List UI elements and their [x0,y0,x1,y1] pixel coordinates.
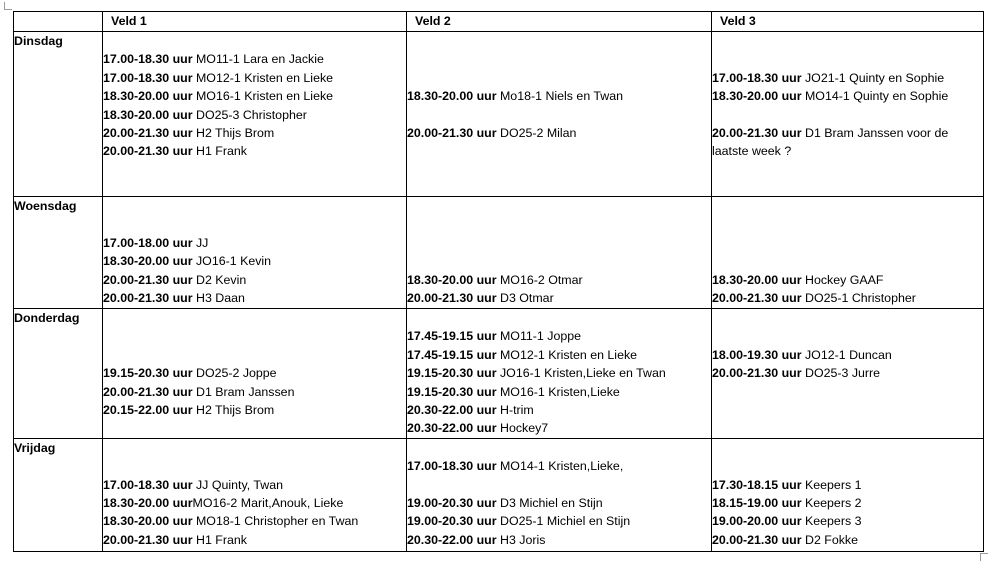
schedule-entry [712,252,983,270]
schedule-entry [407,401,711,419]
entry-team: JO21-1 Quinty en Sophie [801,70,945,85]
schedule-entry [103,364,406,382]
schedule-cell-veld2[interactable] [407,32,712,197]
entry-team: JO16-1 Kristen,Lieke en Twan [496,366,666,381]
entry-team: MO18-1 Christopher en Twan [192,514,359,529]
entry-time: 18.30-20.00 uur [407,89,497,104]
entry-time: 17.00-18.30 uur [103,70,193,85]
entry-time: 17.00-18.30 uur [712,70,802,85]
entry-team: H2 Thijs Brom [192,125,275,140]
entry-time: 20.00-21.30 uur [712,366,802,381]
header-veld-1[interactable]: Veld 1 [103,12,407,32]
schedule-row-donderdag [14,309,984,439]
entry-team: D3 Otmar [496,290,554,305]
schedule-entry [712,531,983,549]
entry-time: 18.30-20.00 uur [103,514,193,529]
schedule-entry [712,87,983,105]
schedule-entry [103,494,406,512]
entry-time: 18.15-19.00 uur [712,495,802,510]
day-label[interactable]: Dinsdag [14,32,103,197]
header-veld-2[interactable]: Veld 2 [407,12,712,32]
schedule-entry [407,50,711,68]
entry-team: DO25-3 Jurre [801,366,881,381]
schedule-entry [712,346,983,364]
entry-time: 20.00-21.30 uur [407,125,497,140]
entry-team: D3 Michiel en Stijn [496,495,603,510]
entry-time: 20.00-21.30 uur [103,144,193,159]
schedule-entry [712,215,983,233]
schedule-entry [103,87,406,105]
schedule-entry [103,531,406,549]
schedule-entry [103,439,406,457]
schedule-cell-veld3[interactable] [712,197,984,309]
schedule-cell-veld1[interactable] [103,438,407,551]
schedule-entry [407,124,711,142]
entry-time: 18.30-20.00 uur [103,495,193,510]
entry-team: MO12-1 Kristen en Lieke [192,70,334,85]
entry-team: JO16-1 Kevin [192,254,272,269]
header-day[interactable] [14,12,103,32]
schedule-entry [103,346,406,364]
schedule-entry [103,289,406,307]
entry-team: Keepers 1 [801,477,862,492]
entry-team: MO11-1 Lara en Jackie [192,52,324,67]
entry-time: 17.30-18.15 uur [712,477,802,492]
schedule-cell-veld1[interactable] [103,197,407,309]
schedule-entry [407,512,711,530]
schedule-entry [407,457,711,475]
schedule-entry [712,124,983,161]
schedule-entry [103,106,406,124]
schedule-entry [407,197,711,215]
schedule-entry [103,32,406,50]
schedule-entry [407,531,711,549]
schedule-entry [103,271,406,289]
schedule-entry [712,327,983,345]
entry-time: 18.30-20.00 uur [103,107,193,122]
schedule-entry [712,439,983,457]
schedule-entry [712,494,983,512]
schedule-entry [407,289,711,307]
entry-team: MO14-1 Kristen,Lieke, [496,459,624,474]
schedule-entry [407,439,711,457]
schedule-cell-veld3[interactable] [712,309,984,439]
entry-time: 18.30-20.00 uur [103,89,193,104]
entry-team: JO12-1 Duncan [801,347,892,362]
entry-time: 20.00-21.30 uur [103,272,193,287]
schedule-entry [103,327,406,345]
entry-team: MO16-1 Kristen,Lieke [496,384,620,399]
entry-team: Hockey GAAF [801,272,884,287]
schedule-row-woensdag [14,197,984,309]
schedule-cell-veld1[interactable] [103,32,407,197]
entry-team: D1 Bram Janssen voor de laatste week ? [712,125,949,159]
schedule-entry [103,124,406,142]
entry-time: 17.00-18.30 uur [103,52,193,67]
entry-team: DO25-1 Christopher [801,290,916,305]
entry-time: 17.45-19.15 uur [407,329,497,344]
entry-time: 20.00-21.30 uur [103,532,193,547]
schedule-entry [407,346,711,364]
entry-team: MO12-1 Kristen en Lieke [496,347,638,362]
entry-time: 19.15-20.30 uur [407,366,497,381]
entry-team: DO25-2 Joppe [192,366,277,381]
schedule-cell-veld2[interactable] [407,197,712,309]
entry-time: 20.30-22.00 uur [407,402,497,417]
header-row [14,12,984,32]
entry-time: 20.00-21.30 uur [712,125,802,140]
entry-team: D2 Fokke [801,532,859,547]
schedule-entry [712,197,983,215]
schedule-entry [712,69,983,87]
entry-team: MO14-1 Quinty en Sophie [801,89,949,104]
entry-team: MO16-1 Kristen en Lieke [192,89,334,104]
entry-team: DO25-2 Milan [496,125,577,140]
schedule-row-dinsdag [14,32,984,197]
header-veld-3[interactable]: Veld 3 [712,12,984,32]
schedule-entry [103,476,406,494]
entry-time: 17.45-19.15 uur [407,347,497,362]
schedule-entry [103,383,406,401]
schedule-entry [407,106,711,124]
entry-time: 18.30-20.00 uur [712,272,802,287]
schedule-entry [407,271,711,289]
entry-time: 17.00-18.30 uur [103,477,193,492]
entry-team: Keepers 2 [801,495,862,510]
schedule-entry [407,87,711,105]
schedule-entry [407,383,711,401]
schedule-entry [407,476,711,494]
entry-team: MO16-2 Otmar [496,272,583,287]
entry-time: 20.00-21.30 uur [103,125,193,140]
entry-team: JJ [192,235,209,250]
page-corner-mark-bottom-right [980,553,988,561]
entry-team: MO16-2 Marit,Anouk, Lieke [192,495,344,510]
entry-team: JJ Quinty, Twan [192,477,283,492]
entry-time: 18.30-20.00 uur [407,272,497,287]
schedule-entry [103,512,406,530]
schedule-entry [407,69,711,87]
training-schedule-table [13,11,984,552]
day-label[interactable]: Woensdag [14,197,103,309]
schedule-entry [712,512,983,530]
day-label[interactable]: Vrijdag [14,438,103,551]
schedule-entry [712,289,983,307]
schedule-entry [103,69,406,87]
schedule-entry [103,234,406,252]
schedule-entry [103,142,406,160]
day-label[interactable]: Donderdag [14,309,103,439]
schedule-entry [407,364,711,382]
page-corner-mark-top-left [4,2,12,10]
entry-team: H2 Thijs Brom [192,402,275,417]
entry-team: H3 Joris [496,532,546,547]
schedule-row-vrijdag [14,438,984,551]
entry-team: DO25-3 Christopher [192,107,307,122]
entry-time: 20.30-22.00 uur [407,421,497,436]
schedule-entry [712,106,983,124]
entry-time: 19.00-20.30 uur [407,514,497,529]
schedule-entry [712,457,983,475]
schedule-entry [407,252,711,270]
entry-time: 20.00-21.30 uur [103,384,193,399]
schedule-entry [712,476,983,494]
schedule-entry [712,50,983,68]
schedule-entry [407,309,711,327]
entry-time: 20.15-22.00 uur [103,402,193,417]
schedule-cell-veld2[interactable] [407,438,712,551]
schedule-entry [712,309,983,327]
schedule-entry [103,309,406,327]
entry-team: H-trim [496,402,534,417]
entry-team: H1 Frank [192,144,247,159]
schedule-entry [103,401,406,419]
entry-team: H3 Daan [192,290,245,305]
schedule-entry [103,252,406,270]
schedule-entry [712,271,983,289]
entry-team: Mo18-1 Niels en Twan [496,89,624,104]
entry-team: D1 Bram Janssen [192,384,295,399]
entry-team: Hockey7 [496,421,549,436]
schedule-entry [407,327,711,345]
entry-time: 20.00-21.30 uur [407,290,497,305]
entry-team: MO11-1 Joppe [496,329,582,344]
entry-team: H1 Frank [192,532,247,547]
schedule-entry [407,494,711,512]
entry-time: 20.30-22.00 uur [407,532,497,547]
schedule-entry [103,457,406,475]
schedule-entry [407,215,711,233]
schedule-cell-veld3[interactable] [712,32,984,197]
schedule-entry [103,197,406,215]
entry-time: 19.15-20.30 uur [103,366,193,381]
schedule-entry [712,364,983,382]
entry-team: DO25-1 Michiel en Stijn [496,514,631,529]
entry-time: 18.30-20.00 uur [712,89,802,104]
entry-time: 18.30-20.00 uur [103,254,193,269]
schedule-cell-veld2[interactable] [407,309,712,439]
schedule-entry [103,215,406,233]
entry-time: 19.00-20.00 uur [712,514,802,529]
entry-time: 20.00-21.30 uur [712,290,802,305]
entry-time: 18.00-19.30 uur [712,347,802,362]
entry-time: 19.15-20.30 uur [407,384,497,399]
entry-time: 19.00-20.30 uur [407,495,497,510]
schedule-cell-veld3[interactable] [712,438,984,551]
schedule-cell-veld1[interactable] [103,309,407,439]
schedule-entry [103,50,406,68]
entry-team: D2 Kevin [192,272,247,287]
entry-time: 17.00-18.00 uur [103,235,193,250]
schedule-entry [407,419,711,437]
schedule-entry [407,234,711,252]
schedule-entry [407,32,711,50]
entry-time: 20.00-21.30 uur [712,532,802,547]
schedule-entry [712,32,983,50]
entry-time: 17.00-18.30 uur [407,459,497,474]
entry-time: 20.00-21.30 uur [103,290,193,305]
schedule-entry [712,234,983,252]
entry-team: Keepers 3 [801,514,862,529]
